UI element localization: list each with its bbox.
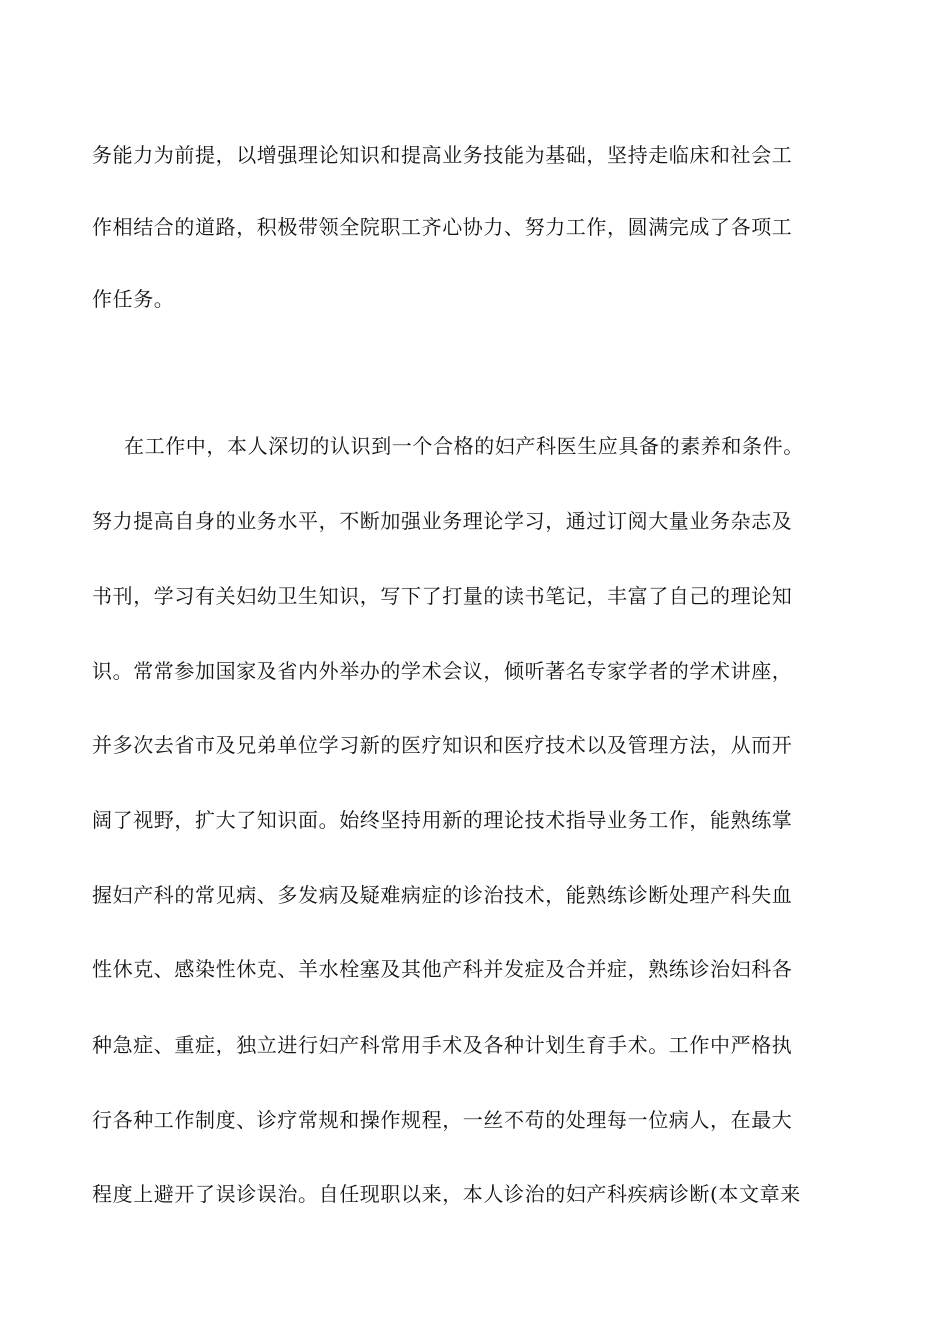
paragraph-line: 识。常常参加国家及省内外举办的学术会议，倾听著名专家学者的学术讲座， bbox=[92, 659, 793, 683]
paragraph-line: 努力提高自身的业务水平，不断加强业务理论学习，通过订阅大量业务杂志及 bbox=[92, 509, 793, 533]
paragraph-line: 并多次去省市及兄弟单位学习新的医疗知识和医疗技术以及管理方法，从而开 bbox=[92, 733, 793, 757]
paragraph-line: 书刊，学习有关妇幼卫生知识，写下了打量的读书笔记，丰富了自己的理论知 bbox=[92, 584, 793, 608]
paragraph-line: 阔了视野，扩大了知识面。始终坚持用新的理论技术指导业务工作，能熟练掌 bbox=[92, 808, 793, 832]
paragraph-line: 性休克、感染性休克、羊水栓塞及其他产科并发症及合并症，熟练诊治妇科各 bbox=[92, 957, 793, 981]
paragraph-line: 务能力为前提，以增强理论知识和提高业务技能为基础，坚持走临床和社会工 bbox=[92, 143, 793, 167]
paragraph-line: 握妇产科的常见病、多发病及疑难病症的诊治技术，能熟练诊断处理产科失血 bbox=[92, 883, 793, 907]
paragraph-line: 作相结合的道路，积极带领全院职工齐心协力、努力工作，圆满完成了各项工 bbox=[92, 215, 793, 239]
paragraph-line: 作任务。 bbox=[92, 287, 175, 311]
paragraph-line: 种急症、重症，独立进行妇产科常用手术及各种计划生育手术。工作中严格执 bbox=[92, 1033, 793, 1057]
paragraph-line: 在工作中，本人深切的认识到一个合格的妇产科医生应具备的素养和条件。 bbox=[124, 434, 804, 458]
paragraph-line: 行各种工作制度、诊疗常规和操作规程，一丝不苟的处理每一位病人，在最大 bbox=[92, 1108, 793, 1132]
paragraph-line: 程度上避开了误诊误治。自任现职以来，本人诊治的妇产科疾病诊断(本文章来 bbox=[92, 1182, 801, 1206]
